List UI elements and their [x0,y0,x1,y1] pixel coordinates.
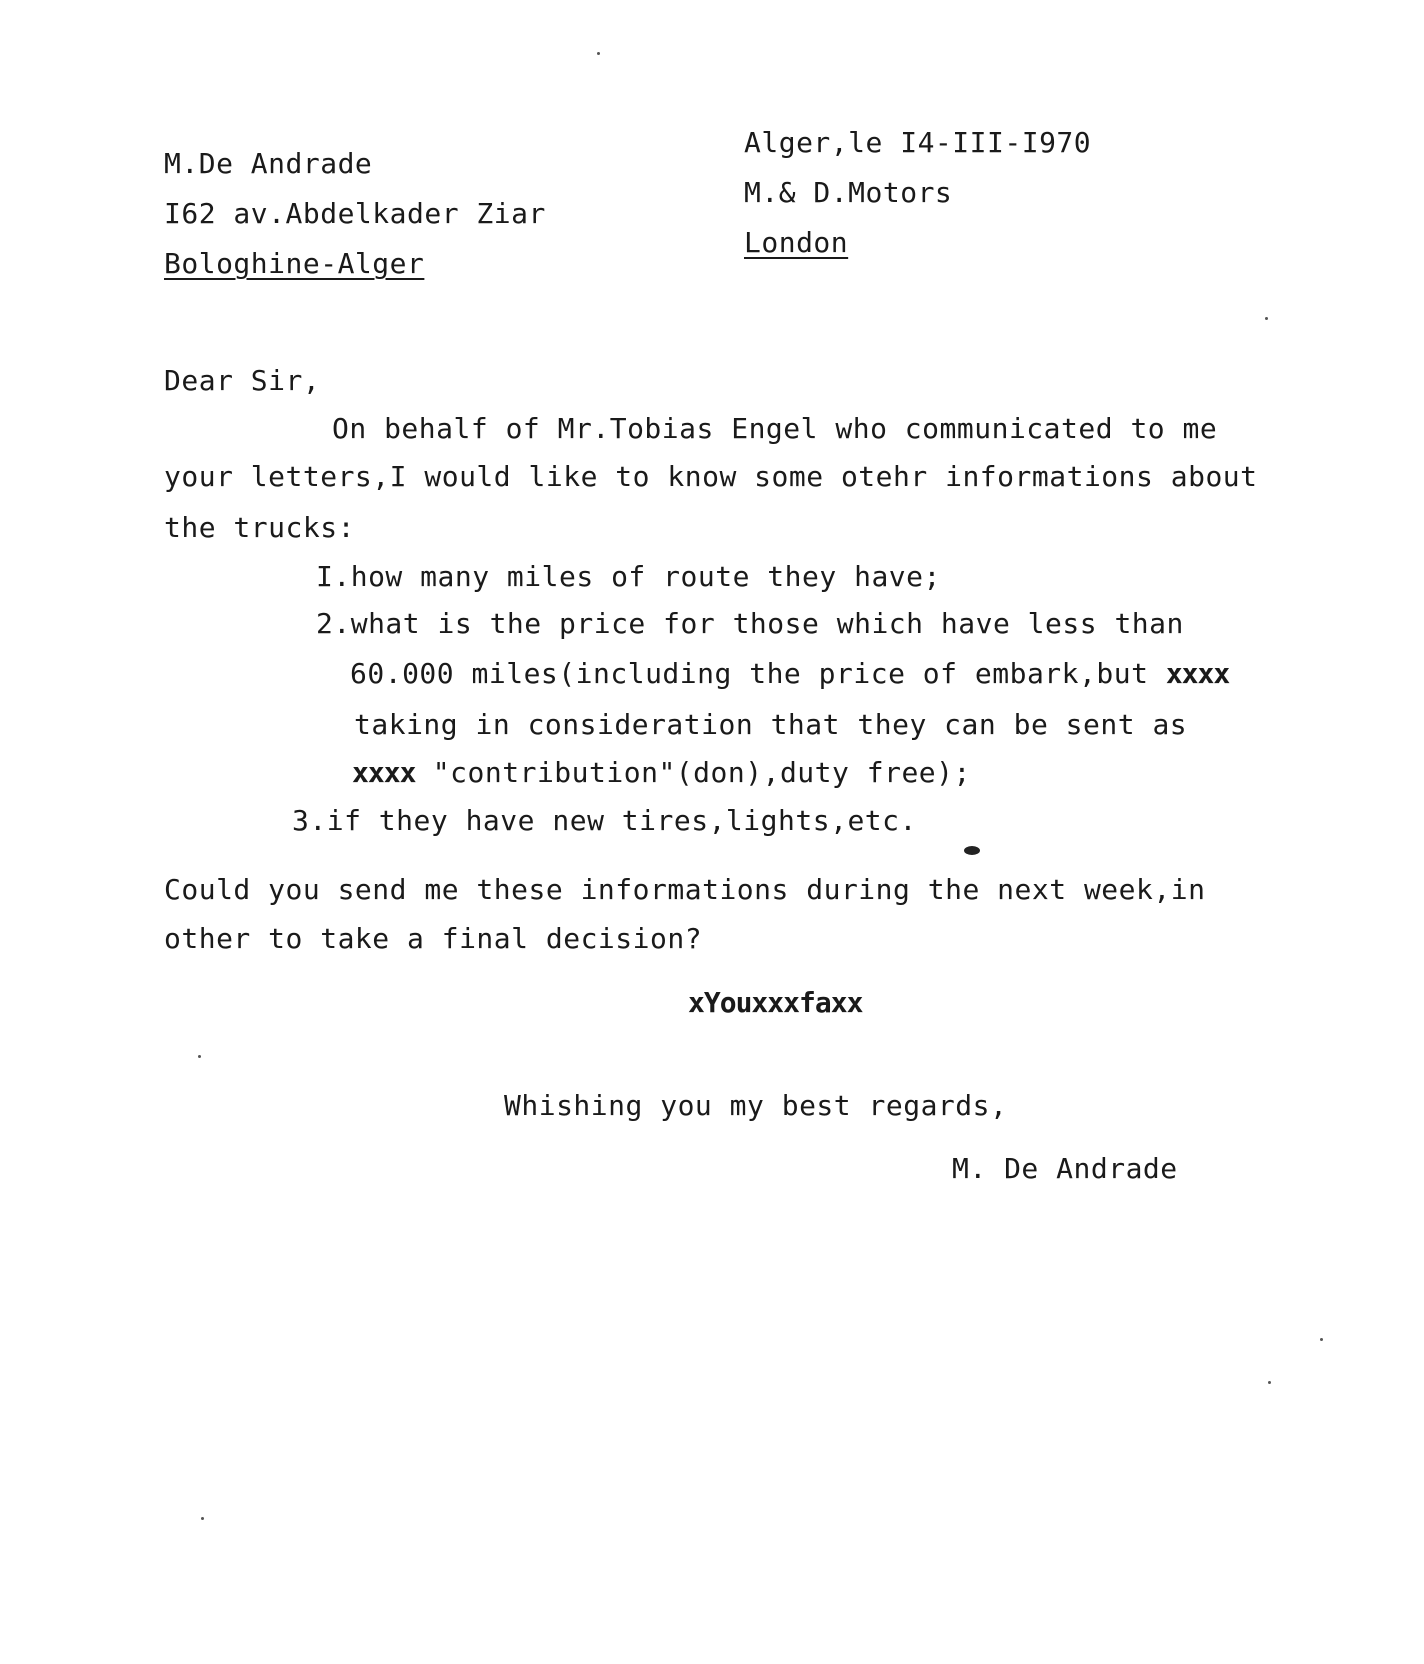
signature: M. De Andrade [952,1152,1178,1185]
paper-speck [198,1055,201,1058]
recipient-company: M.& D.Motors [744,176,953,209]
paragraph-line: On behalf of Mr.Tobias Engel who communicated to me [332,412,1218,445]
ink-blot [964,846,980,855]
recipient-city: London [744,226,849,259]
salutation: Dear Sir, [164,364,321,397]
struck-out-line: xYouxxxfaxx [688,986,863,1019]
struck-out-text: xxxx [352,756,416,789]
regards-line: Whishing you my best regards, [504,1089,1008,1122]
paper-speck [597,52,600,55]
list-item: 3.if they have new tires,lights,etc. [292,804,917,837]
paper-speck [1320,1338,1323,1341]
closing-line: Could you send me these informations during the next week,in [164,873,1206,906]
list-item: I.how many miles of route they have; [316,560,941,593]
paper-speck [201,1517,204,1520]
list-item-continuation: taking in consideration that they can be sent as [354,708,1188,741]
list-item-continuation [352,756,971,790]
struck-out-text: xxxx [1165,657,1230,690]
closing-line: other to take a final decision? [164,922,703,955]
list-item-text: 60.000 miles(including the price of embark,but [350,657,1149,690]
sender-street: I62 av.Abdelkader Ziar [164,197,546,230]
paragraph-line: your letters,I would like to know some otehr informations about [164,460,1258,493]
paragraph-line: the trucks: [164,511,355,544]
sender-city: Bologhine-Alger [164,247,425,280]
paper-speck [1268,1381,1271,1384]
list-item-continuation [350,657,1229,691]
date-line: Alger,le I4-III-I970 [744,126,1092,159]
list-item: 2.what is the price for those which have less than [316,607,1184,640]
sender-name: M.De Andrade [164,147,373,180]
paper-speck [1265,317,1268,320]
list-item-text: "contribution"(don),duty free); [432,756,971,789]
